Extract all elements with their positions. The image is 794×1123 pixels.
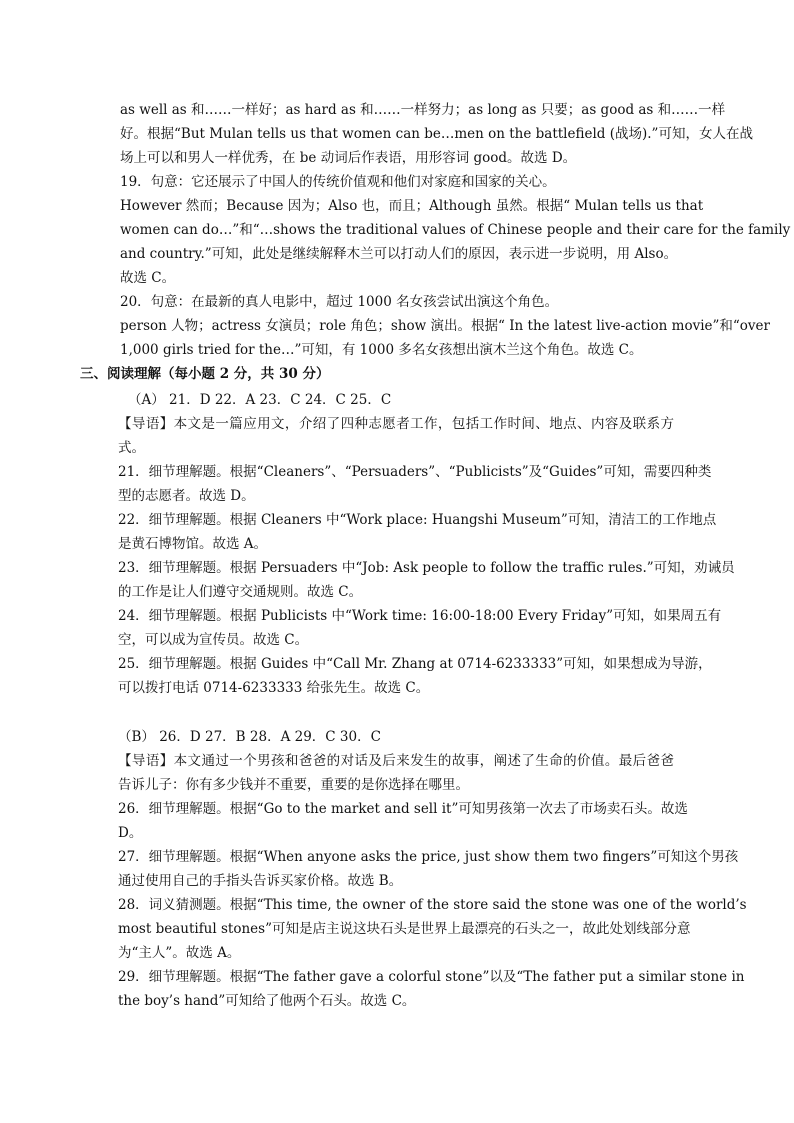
text-line: the boy’s hand”可知给了他两个石头。故选 C。 [118,993,416,1009]
text-line: 19．句意：它还展示了中国人的传统价值观和他们对家庭和国家的关心。 [120,174,556,190]
text-line: 20．句意：在最新的真人电影中，超过 1000 名女孩尝试出演这个角色。 [120,294,559,310]
text-line: 故选 C。 [120,270,176,286]
text-line: 式。 [118,440,145,456]
text-line: 空，可以成为宣传员。故选 C。 [118,632,309,648]
text-line: 21．细节理解题。根据“Cleaners”、“Persuaders”、“Publicists”及“Guides”可知，需要四种类 [118,464,712,480]
text-line: 25．细节理解题。根据 Guides 中“Call Mr. Zhang at 0714-6233333”可知，如果想成为导游， [118,656,712,672]
text-line: most beautiful stones”可知是店主说这块石头是世界上最漂亮的石头之一，故此处划线部分意 [118,921,691,937]
text-line: 24．细节理解题。根据 Publicists 中“Work time: 16:00-18:00 Every Friday”可知，如果周五有 [118,608,722,624]
text-line: 23．细节理解题。根据 Persuaders 中“Job: Ask people to follow the traffic rules.”可知，劝诫员 [118,560,735,576]
text-line: 告诉儿子：你有多少钱并不重要，重要的是你选择在哪里。 [118,777,469,793]
text-line: 【导语】本文通过一个男孩和爸爸的对话及后来发生的故事，阐述了生命的价值。最后爸爸 [118,753,674,769]
text-line: 是黄石博物馆。故选 A。 [118,536,268,552]
text-line: person 人物；actress 女演员；role 角色；show 演出。根据“ In the latest live-action movie”和“over [120,318,771,334]
answer-key-a: （A） 21．D 22．A 23．C 24．C 25．C [128,392,392,408]
text-line: 场上可以和男人一样优秀，在 be 动词后作表语，用形容词 good。故选 D。 [120,150,577,166]
text-line: women can do…”和“…shows the traditional values of Chinese people and their care for the family [120,222,791,238]
text-line: 【导语】本文是一篇应用文，介绍了四种志愿者工作，包括工作时间、地点、内容及联系方 [118,416,674,432]
text-line: 的工作是让人们遵守交通规则。故选 C。 [118,584,363,600]
text-line: D。 [118,825,143,841]
text-line: 29．细节理解题。根据“The father gave a colorful stone”以及“The father put a similar stone in [118,969,745,985]
answer-key-b: （B） 26．D 27．B 28．A 29．C 30．C [118,729,381,745]
text-line: as well as 和……一样好；as hard as 和……一样努力；as long as 只要；as good as 和……一样 [120,102,726,118]
text-line: 28．词义猜测题。根据“This time, the owner of the store said the stone was one of the world’s [118,897,747,913]
text-line: 27．细节理解题。根据“When anyone asks the price, just show them two fingers”可知这个男孩 [118,849,739,865]
text-line: 型的志愿者。故选 D。 [118,488,255,504]
text-line: 好。根据“But Mulan tells us that women can be…men on the battlefield (战场).”可知，女人在战 [120,126,753,142]
text-line: 26．细节理解题。根据“Go to the market and sell it”可知男孩第一次去了市场卖石头。故选 [118,801,688,817]
text-line: 22．细节理解题。根据 Cleaners 中“Work place: Huangshi Museum”可知，清洁工的工作地点 [118,512,717,528]
section-heading: 三、阅读理解（每小题 2 分，共 30 分） [80,366,330,382]
text-line: 可以拨打电话 0714-6233333 给张先生。故选 C。 [118,680,430,696]
text-line: However 然而；Because 因为；Also 也，而且；Although 虽然。根据“ Mulan tells us that [120,198,704,214]
text-line: 1,000 girls tried for the…”可知，有 1000 多名女孩想出演木兰这个角色。故选 C。 [120,342,643,358]
text-line: and country.”可知，此处是继续解释木兰可以打动人们的原因，表示进一步说明，用 Also。 [120,246,678,262]
text-line: 通过使用自己的手指头告诉买家价格。故选 B。 [118,873,403,889]
text-line: 为“主人”。故选 A。 [118,945,241,961]
